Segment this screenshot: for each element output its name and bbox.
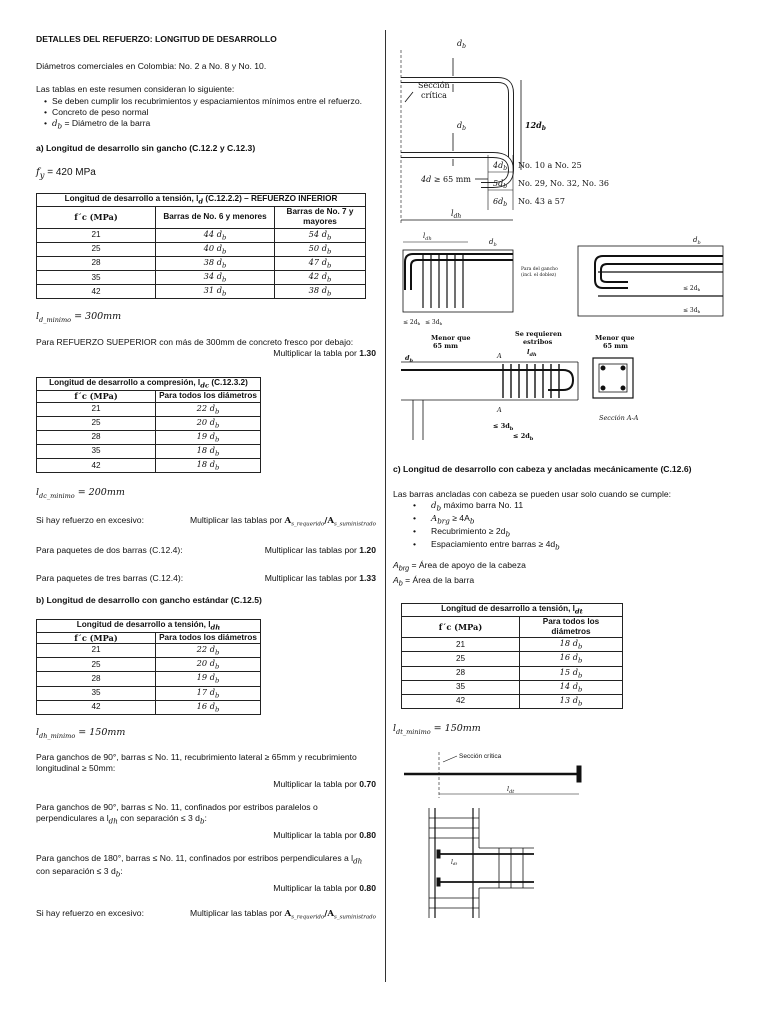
table-row [37,700,261,714]
ldh-val: = 150mm [75,726,126,738]
db-sub: b [577,657,583,666]
hooked-bar-side [601,264,723,282]
cell-value: 18 $d_b$ [156,445,261,459]
document-title: DETALLES DEL REFUERZO: LONGITUD DE DESARROLLO [36,34,277,44]
db-sub: b [326,289,332,298]
ratio-b-sub: s_suministrado [334,915,376,922]
req1-label: Se requieren [515,330,562,338]
excess-mult [190,515,376,528]
cell-value: 38 $d_b$ [156,256,275,270]
cell-value: 44 $d_b$ [156,228,275,242]
table-title [37,193,366,206]
list-item: • Se deben cumplir los recubrimientos y espaciamientos mínimos entre el refuerzo. [44,96,376,107]
bar-head [437,878,440,886]
text-a: Para ganchos de 90°, barras ≤ No. 11, confinados por estribos paralelos o perpendiculares a l [36,801,318,823]
cell-fc: 28 [402,666,520,680]
item-text: Recubrimiento ≥ 2d [431,526,506,537]
four-db-label: 4d ≥ 65 mm [421,175,471,184]
title-sub: dh [210,623,221,632]
table-row [402,680,623,694]
cell-value: 47 $d_b$ [275,256,366,270]
title-text: Longitud de desarrollo a compresión, l [49,378,201,388]
table-row [37,430,261,444]
intro-text: Las tablas en este resumen consideran lo siguiente: [36,84,235,95]
item-text: máximo barra No. 11 [441,500,524,511]
mult-text: Multiplicar la tabla por [273,778,360,789]
cell-value: 50 $d_b$ [275,242,366,256]
db-sub: b [221,233,227,242]
excess-label: Si hay refuerzo en excesivo: [36,908,144,919]
db-sub: b [214,407,220,416]
mult-val: 0.70 [359,778,376,789]
ratio-b: /A [324,909,334,920]
ld-symbol: l [36,311,40,323]
cell-value: 34 $d_b$ [156,271,275,285]
text-c: : [120,866,123,877]
mm65-label: 65 mm [433,342,459,350]
12db-label: $12d_b$ [525,120,546,132]
db-sub: b [214,421,220,430]
cell-value: 19 $d_b$ [156,430,261,444]
ldt-label: ldt [451,859,458,867]
ldh-minimo [36,727,376,740]
r3-text: No. 43 a 57 [518,197,565,206]
db-sub: b [214,648,220,657]
mult-text: Multiplicar la tabla por [273,829,360,840]
db-label: $d_b$ [405,354,414,364]
A-label-bottom: A [497,406,502,414]
ldc-val: = 200mm [74,487,125,499]
table-row [402,694,623,708]
bar-dot [621,366,625,370]
text-c: : [204,812,207,823]
cell-value: 42 $d_b$ [275,271,366,285]
ldh-sub: dh_minimo [39,731,76,740]
r3-label: $6d_b$ [493,197,508,208]
table-row [37,416,261,430]
mult-val: 1.20 [359,545,376,556]
headed-bar-figure [399,750,599,800]
db-sub: b [577,671,583,680]
ldh-label: $l_{dh}$ [527,348,537,358]
cell-fc: 42 [37,700,156,714]
cell-fc: 35 [37,271,156,285]
col-fc: f´c (MPa) [37,391,156,402]
db-sub: b [577,699,583,708]
mult-text: Multiplicar las tablas por [189,908,285,919]
db-definition: = Diámetro de la barra [64,117,151,128]
diametros-comerciales: Diámetros comerciales en Colombia: No. 2 a No. 8 y No. 10. [36,61,267,72]
db-sub: b [326,247,332,256]
menor-label: Menor que [431,334,471,342]
ratio-a-sub: s_requerido [291,915,325,922]
db-sub: b [221,289,227,298]
mult-text: Multiplicar las tablas por [264,573,360,584]
title-rest: (C.12.3.2) [209,378,248,388]
db-label: $d_b$ [693,236,701,246]
db-sub: b [214,662,220,671]
mult-text: Multiplicar las tablas por [264,545,360,556]
cell-fc: 42 [402,694,520,708]
table-row [37,256,366,270]
ratio-a-sub: s_requerido [291,521,325,528]
db-sub: b [214,449,220,458]
title-sub: d [198,197,204,206]
table-row [37,285,366,299]
ldh-label: $l_{dh}$ [423,232,432,242]
ratio-b-sub: s_suministrado [334,521,376,528]
db-label: $d_b$ [457,121,466,132]
cell-value: 13 $d_b$ [520,694,623,708]
cell-value: 40 $d_b$ [156,242,275,256]
cell-fc: 21 [37,228,156,242]
table-row [402,638,623,652]
cell-value: 18 $d_b$ [520,638,623,652]
seccion-critica-label: Sección crítica [459,753,502,761]
cell-value: 14 $d_b$ [520,680,623,694]
considerations-list [36,96,376,131]
cabeza-conditions [393,500,738,552]
bar-dot [601,366,605,370]
mult-text: Multiplicar la tabla por [273,347,360,358]
mult-val: 0.80 [359,883,376,894]
cell-fc: 25 [402,652,520,666]
ldt-minimo [393,723,738,736]
db-sub: b [214,691,220,700]
table-row [37,402,261,416]
mult-text: Multiplicar la tabla por [273,883,360,894]
db-sub: b [214,463,220,472]
paq-mult [265,545,376,555]
hook-detail-figure [393,30,693,230]
cabeza-intro: Las barras ancladas con cabeza se pueden usar solo cuando se cumple: [393,489,672,500]
table-row [37,445,261,459]
cell-value: 20 $d_b$ [156,416,261,430]
db-sub: b [214,676,220,685]
db-sub: b [214,435,220,444]
section-c-heading: c) Longitud de desarrollo con cabeza y ancladas mecánicamente (C.12.6) [393,464,692,474]
title-text: Longitud de desarrollo a tensión, l [76,619,211,629]
title-sub: dc [200,381,210,390]
text-b: con separación ≤ 3 d [117,812,200,823]
table-body [37,402,261,473]
title-sub: dt [574,607,583,616]
le2db-label: ≤ 2db [403,319,421,326]
def-text: = Área de apoyo de la cabeza [409,560,526,571]
table-gancho [36,619,261,715]
db-sub: b [214,705,220,714]
gancho-90-b: Para ganchos de 90°, barras ≤ No. 11, confinados por estribos paralelos o perpendiculares a $l_{dh}$ con separación ≤ 3 $d_b$: [36,801,318,826]
ld-val: = 300mm [71,311,122,323]
hooked-bar [411,260,513,290]
mm65b-label: 65 mm [603,342,629,350]
title-rest: (C.12.2.2) – REFUERZO INFERIOR [203,193,338,203]
list-item: • $d_b$ máximo barra No. 11 [413,500,738,513]
le3db-label: ≤ 3db [425,319,443,326]
cell-fc: 42 [37,459,156,473]
ldh-label: $l_{dh}$ [451,209,462,220]
db-sub: b [326,233,332,242]
fy-symbol: f [36,167,40,179]
menor2-label: Menor que [595,334,635,342]
excess-mult [190,908,376,921]
table-title [37,619,261,632]
fy-number: = 420 MPa [44,167,96,179]
cell-fc: 28 [37,256,156,270]
cell-fc: 21 [37,644,156,658]
table-body [37,644,261,715]
ab-def: $A_b$ = Área de la barra [393,574,475,588]
cell-fc: 28 [37,430,156,444]
gancho-90-a-mult [36,779,376,790]
cell-fc: 25 [37,242,156,256]
col-no7: Barras de No. 7 y mayores [275,207,366,229]
gancho-90-a: Para ganchos de 90°, barras ≤ No. 11, recubrimiento lateral ≥ 65mm y recubrimiento longitudinal ≥ 50mm: [36,752,357,774]
cell-value: 16 $d_b$ [156,700,261,714]
stirrups-required-figure [393,330,733,460]
paq-label: Para paquetes de dos barras (C.12.4): [36,545,183,556]
item-text: Espaciamiento entre barras ≥ 4d [431,539,556,550]
list-item: • $A_{brg} \ge 4A_b$ [413,513,738,526]
table-row [37,459,261,473]
section-a-heading: a) Longitud de desarrollo sin gancho (C.12.2 y C.12.3) [36,142,256,153]
note2: (incl. el doblez) [521,273,557,278]
item-text: ≥ 4A [449,513,470,524]
db-sub: b [57,121,63,131]
le3db-label: ≤ $3d_b$ [493,422,514,432]
col-fc: f´c (MPa) [37,632,156,643]
ldt-sub: dt_minimo [396,727,431,736]
db-label: $d_b$ [489,238,497,248]
r2-label: $5d_b$ [493,179,508,190]
left-column [36,34,376,921]
list-item: • Recubrimiento ≥ $2d_b$ [413,526,738,539]
cell-value: 15 $d_b$ [520,666,623,680]
col-todos: Para todos los diámetros [520,616,623,638]
superior-text: Para REFUERZO SUEPERIOR con más de 300mm de concreto fresco por debajo: [36,336,354,347]
table-row [402,666,623,680]
text-b: con separación ≤ 3 d [36,866,116,877]
seccion-leader [405,92,413,102]
paquetes-tres [36,573,376,583]
text-sub: dh [353,856,363,866]
cell-fc: 35 [37,686,156,700]
A-label-top: A [497,352,502,360]
cell-value: 31 $d_b$ [156,285,275,299]
r1-label: $4d_b$ [493,161,508,172]
cell-fc: 28 [37,672,156,686]
ratio-a: A [284,515,292,526]
db-sub: b [326,275,332,284]
col-todos: Para todos los diámetros [156,632,261,643]
cell-value: 22 $d_b$ [156,644,261,658]
cell-value: 38 $d_b$ [275,285,366,299]
cell-value: 22 $d_b$ [156,402,261,416]
cell-fc: 42 [37,285,156,299]
note1: Para del gancho [521,267,558,272]
seccion-leader [443,756,457,762]
cell-value: 16 $d_b$ [520,652,623,666]
title-text: Longitud de desarrollo a tensión, l [64,193,199,203]
bar-head [577,766,581,782]
table-cabeza [401,603,623,710]
table-row [37,242,366,256]
right-column [393,30,738,918]
r2-text: No. 29, No. 32, No. 36 [518,179,609,188]
cell-value: 20 $d_b$ [156,658,261,672]
mult-val: 1.33 [359,573,376,584]
cell-fc: 35 [37,445,156,459]
table-compresion [36,377,261,473]
db-sub: b [577,685,583,694]
col-no6: Barras de No. 6 y menores [156,207,275,229]
db-symbol: d [52,118,58,129]
cell-fc: 35 [402,680,520,694]
text-sub: dh [108,816,118,826]
db-sub: b [577,642,583,651]
ldt-symbol: l [393,723,397,735]
bar-dot [601,386,605,390]
db-label: $d_b$ [457,39,466,50]
db-sub: b [221,247,227,256]
ld-minimo [36,311,376,324]
section-b-heading: b) Longitud de desarrollo con gancho estándar (C.12.5) [36,595,262,606]
cell-fc: 21 [402,638,520,652]
paq-mult [265,573,376,583]
col-todos: Para todos los diámetros [156,391,261,402]
db-sub: b [326,261,332,270]
ld-sub: d_minimo [39,316,72,325]
table-row [37,658,261,672]
cell-fc: 25 [37,416,156,430]
table-tension-inferior [36,193,366,300]
critica-label: crítica [421,91,447,100]
superior-mult [36,348,376,359]
list-item: • Espaciamiento entre barras ≥ $4d_b$ [413,539,738,552]
cell-value: 19 $d_b$ [156,672,261,686]
gancho-180: Para ganchos de 180°, barras ≤ No. 11, confinados por estribos perpendiculares a $l_{dh}$ con separación ≤ 3 $d_b$: [36,853,363,879]
list-item [44,118,376,131]
le2db-label: ≤ $2d_b$ [513,432,534,442]
table-row [37,672,261,686]
db-sub: b [221,261,227,270]
column-divider [385,30,386,982]
le2db-label-side: ≤ 2db [683,285,701,292]
list-item: • Concreto de peso normal [44,107,376,118]
title-text: Longitud de desarrollo a tensión, l [441,603,575,613]
le3db-label-side: ≤ 3db [683,307,701,314]
hook-bar [401,370,573,390]
ldh-symbol: l [36,726,40,738]
ldc-minimo [36,487,376,500]
excess-label: Si hay refuerzo en excesivo: [36,514,144,525]
ldt-label: $l_{dt}$ [507,785,515,796]
ldt-val: = 150mm [430,723,481,735]
bar-head [437,850,440,858]
paq-label: Para paquetes de tres barras (C.12.4): [36,573,184,584]
paquetes-dos [36,545,376,555]
ldc-sub: dc_minimo [39,492,75,501]
hook-confinement-figure [393,230,733,330]
cell-value: 54 $d_b$ [275,228,366,242]
table-row [37,644,261,658]
db-sub: b [221,275,227,284]
excess-row-2 [36,908,376,921]
mult-val: 0.80 [359,829,376,840]
table-row [37,686,261,700]
bar-dot [621,386,625,390]
table-row [402,652,623,666]
ratio-b: /A [324,515,334,526]
abrg-def: $A_{brg}$ = Área de apoyo de la cabeza [393,560,526,574]
table-row [37,228,366,242]
cell-value: 17 $d_b$ [156,686,261,700]
mult-val: 1.30 [359,347,376,358]
beam-column-joint-figure [399,808,539,918]
cell-value: 18 $d_b$ [156,459,261,473]
table-row [37,271,366,285]
mult-text: Multiplicar las tablas por [189,514,285,525]
cell-fc: 21 [37,402,156,416]
ldc-symbol: l [36,487,40,499]
seccion-label: Sección [418,81,450,90]
table-body [402,638,623,709]
def-text: = Área de la barra [402,574,475,585]
r1-text: No. 10 a No. 25 [518,161,582,170]
cell-fc: 25 [37,658,156,672]
text-a: Para ganchos de 180°, barras ≤ No. 11, confinados por estribos perpendiculares a l [36,853,354,864]
ratio-a: A [284,909,292,920]
gancho-180-mult [36,883,376,894]
fy-value [36,166,376,181]
gancho-90-b-mult [36,830,376,841]
col-fc: f´c (MPa) [402,616,520,638]
excess-row-1 [36,515,376,528]
req2-label: estribos [523,338,553,346]
table-body [37,228,366,299]
table-title [402,603,623,616]
col-fc: f´c (MPa) [37,207,156,229]
seccion-aa-label: Sección A-A [599,414,639,422]
fy-sub: y [39,170,45,181]
table-title [37,378,261,391]
